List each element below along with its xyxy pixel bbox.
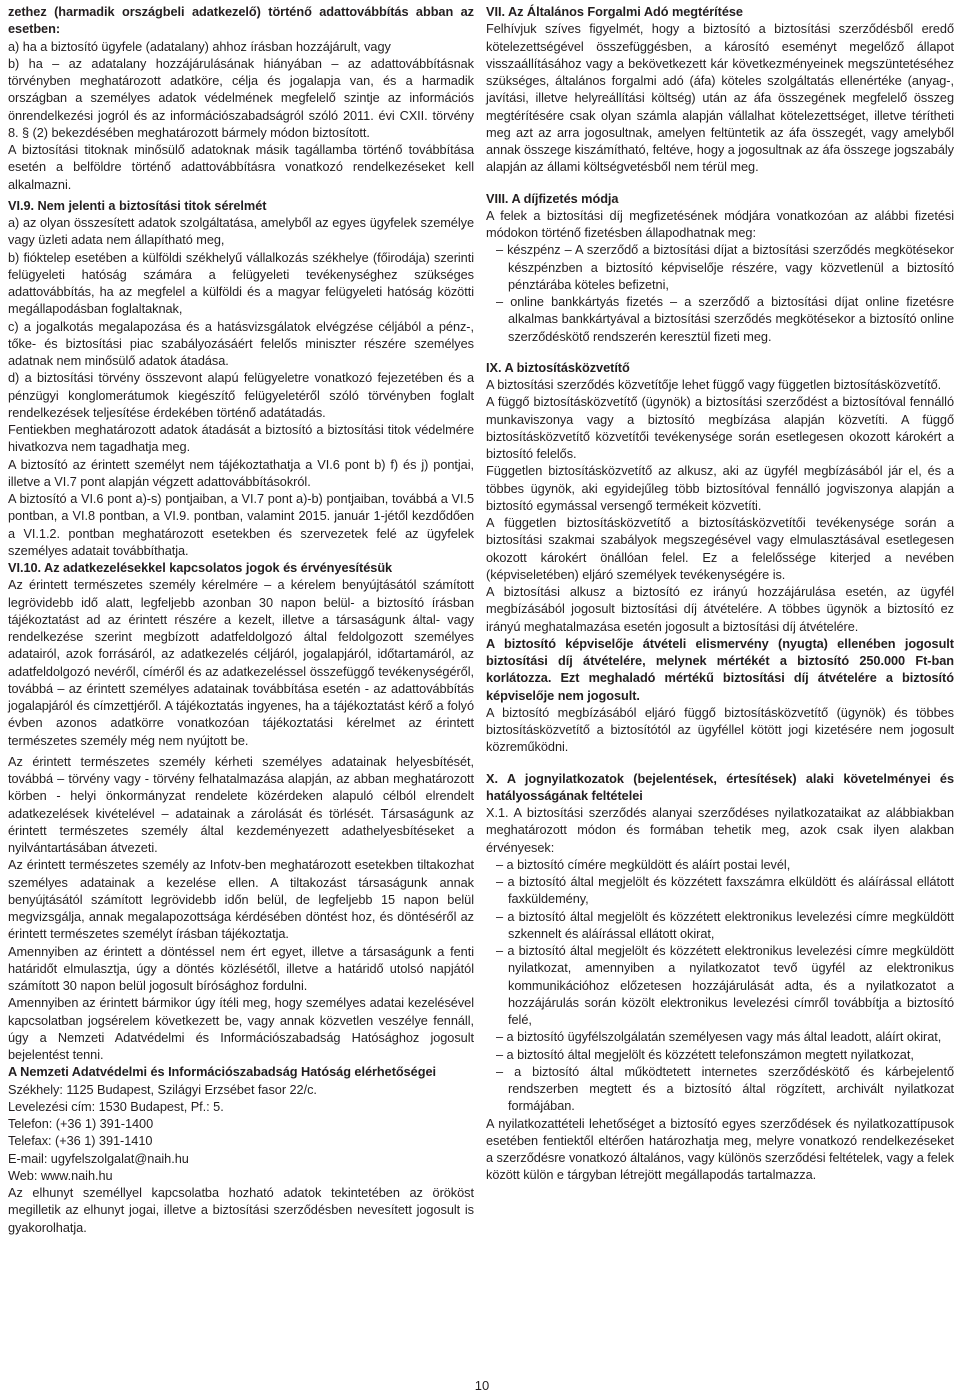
right-column (486, 3, 954, 1184)
paragraph: Telefon: (+36 1) 391-1400 (8, 1116, 154, 1131)
section-heading: IX. A biztosításközvetítő (486, 359, 630, 375)
paragraph: Az érintett természetes személy kérheti személyes adatainak helyesbítését, továbbá – törvény vagy - törvény felhatalmazása alapján, az abban meghatározott körben - helyi önkormányzat rendelete közérdeken alapuló célból elrendelt adatkezelések kivételével – adatainak a zárolását és törlését. Társaságunk az érintett természetes személy által kezdeményezett adathelyesbítéseket a nyilvántartásában átvezeti. (8, 753, 474, 855)
list-item: – a biztosító által működtetett internetes szerződéskötő és kárbejelentő rendszerben megtett és a biztosító által rögzített, archivált nyilatkozat formájában. (496, 1063, 954, 1114)
paragraph: A biztosítási szerződés közvetítője lehet függő vagy független biztosításközvetítő. (486, 377, 942, 392)
section-heading: X. A jognyilatkozatok (bejelentések, értesítések) alaki követelményei és hatályosságának feltételei (486, 770, 954, 803)
paragraph: a) ha a biztosító ügyfele (adatalany) ahhoz írásban hozzájárult, vagy (8, 38, 391, 54)
paragraph-spacer (486, 176, 954, 190)
paragraph: A biztosítási titoknak minősülő adatoknak másik tagállamba történő továbbítása esetén a belföldre történő adattovábbításra vonatkozó rendelkezéseket kell alkalmazni. (8, 142, 474, 192)
section-heading: VI.10. Az adatkezelésekkel kapcsolatos jogok és érvényesítésük (8, 560, 393, 575)
list-item: – online bankkártyás fizetés – a szerződő a biztosítási díjat online fizetésre alkalmas bankkártyával a biztosítási szerződés megkötésekor a biztosító online szerződéskötő rendszerén keresztül fizeti meg. (496, 294, 954, 344)
paragraph-spacer (486, 345, 954, 359)
paragraph: A biztosító a VI.6 pont a)-s) pontjaiban, a VI.7 pont a)-b) pontjaiban, továbbá a VI.5 pontban, a VI.8 pontban, a VI.9. pontban, valamint 2015. január 1-jétől kezdődően a VI.1.2. pontban meghatározott esetekben és szervezetek felé az ügyfelek személyes adatait továbbíthatja. (8, 491, 474, 558)
paragraph: Fentiekben meghatározott adatok átadását a biztosító a biztosítási titok védelmére hivatkozva nem tagadhatja meg. (8, 422, 474, 455)
paragraph: A biztosítási alkusz a biztosító ez irányú hozzájárulása esetén, az ügyfél megbízásából jogosult biztosítási díj átvételére. A többes ügynök a biztosító ez irányú meghatalmazása esetén jogosult a biztosítási díj átvételére. (486, 584, 954, 634)
paragraph: Felhívjuk szíves figyelmét, hogy a biztosító a biztosítási szerződésből eredő kötelezettségével összefüggésben, a károsító eseményt megelőző állapot visszaállításához vagy a bekövetkezett kár következményeinek megszüntetéséhez szükséges, általános forgalmi adó (áfa) köteles szolgáltatás ellenértéke (anyag-, javítási, illetve helyreállítási költség) után az áfa összegének megfelelő összeg megtérítésére csak olyan számla alapján vállalhat kötelezettséget, illetve térítheti meg azt az arra jogosultnak, amelyen feltüntetik az áfa összegét, vagy amelyből annak összege kiszámítható, feltéve, hogy a jogosultnak az áfa összege jogszabály alapján az állami költségvetésből nem térül meg. (486, 21, 954, 175)
section-heading: VI.9. Nem jelenti a biztosítási titok sérelmét (8, 197, 267, 213)
paragraph: d) a biztosítási törvény összevont alapú felügyeletre vonatkozó fejezetében és a pénzügyi konglomerátumok kiegészítő felügyeletéről szóló törvényben foglalt rendelkezések teljesítése érdekében történő adatátadás. (8, 370, 474, 420)
list-item: – a biztosító által megjelölt és közzétett faxszámra elküldött és aláírással ellátott faxküldemény, (496, 874, 954, 907)
section-heading: A biztosító képviselője átvételi elismervény (nyugta) ellenében jogosult biztosítási díj átvételére, melynek mértékét a biztosító 250.000 Ft-ban korlátozza. Ezt meghaladó mértékű biztosítási díj átvételére a biztosító képviselője nem jogosult. (486, 635, 954, 703)
paragraph: b) ha – az adatalany hozzájárulásának hiányában – az adattovábbításnak törvényben meghatározott adatköre, célja és jogalapja van, és a harmadik országban a személyes adatok védelmének megfelelő szintje az információs önrendelkezési jogról és az információszabadságról szóló 2011. évi CXII. törvény 8. § (2) bekezdésében meghatározott bármely módon biztosított. (8, 55, 474, 140)
paragraph: A nyilatkozattételi lehetőséget a biztosító egyes szerződések és nyilatkozattípusok esetében fentiektől eltérően határozhatja meg, melyre vonatkozó rendelkezéseket a szerződésre vonatkozó általános, vagy különös szerződési feltételek, vagy a felek között külön e tárgyban létrejött megállapodás tartalmazza. (486, 1115, 954, 1183)
page-number: 10 (474, 1378, 490, 1393)
paragraph-spacer (486, 756, 954, 770)
paragraph: Az elhunyt személlyel kapcsolatba hozható adatok tekintetében az örököst megilletik az elhunyt jogai, illetve a biztosítási szerződésben nevesített jogosult is gyakorolhatja. (8, 1185, 474, 1235)
list-item: – a biztosító címére megküldött és aláírt postai levél, (496, 856, 791, 872)
list-item: – a biztosító által megjelölt és közzétett telefonszámon megtett nyilatkozat, (496, 1046, 914, 1062)
list-item: – a biztosító által megjelölt és közzétett elektronikus levelezési címre megküldött szkennelt és aláírással ellátott okirat, (496, 908, 954, 941)
paragraph: a) az olyan összesített adatok szolgáltatása, amelyből az egyes ügyfelek személye vagy üzleti adata nem állapítható meg, (8, 215, 474, 248)
paragraph: A felek a biztosítási díj megfizetésének módjára vonatkozóan az alábbi fizetési módokon történő fizetésben állapodhatnak meg: (486, 207, 954, 240)
paragraph: A biztosító megbízásából eljáró függő biztosításközvetítő (ügynök) és többes biztosításközvetítő a biztosítótól az ügyféllel kötött jogi kizetésére nem jogosult közreműködni. (486, 704, 954, 755)
paragraph: X.1. A biztosítási szerződés alanyai szerződéses nyilatkozataikat az alábbiakban meghatározott módon és formában tehetik meg, azok csak ilyen alakban érvényesek: (486, 805, 954, 855)
left-column (8, 3, 474, 1236)
paragraph: Az érintett természetes személy az Infotv-ben meghatározott esetekben tiltakozhat személyes adatainak a kezelése ellen. A tiltakozást társaságunk annak benyújtásától számított legrövidebb időn belül, de legfeljebb 15 napon belül megvizsgálja, annak megalapozottsága kérdésében döntést hoz, és döntéséről az érintett természetes személyt írásban tájékoztatja. (8, 857, 474, 942)
paragraph: c) a jogalkotás megalapozása és a hatásvizsgálatok elvégzése céljából a pénz-, tőke- és biztosítási piac szabályozásáért felelős miniszter részére személyes adatnak nem minősülő adatok átadása. (8, 318, 474, 368)
section-heading: zethez (harmadik országbeli adatkezelő) történő adattovábbítás abban az esetben: (8, 4, 474, 37)
list-item: – a biztosító ügyfélszolgálatán személyesen vagy más által leadott, aláírt okirat, (496, 1029, 942, 1045)
paragraph: A függő biztosításközvetítő (ügynök) a biztosítási szerződést a biztosítóval fennálló munkaviszonya vagy a biztosító megbízása alapján közvetíti. A függő biztosításközvetítő közvetítői tevékenysége során esetlegesen okozott károkért a biztosító felelős. (486, 394, 954, 461)
paragraph: b) fióktelep esetében a külföldi székhelyű vállalkozás székhelye (főirodája) szerinti felügyeleti hatóság számára a felügyeleti tevékenységhez szükséges adattovábbítás, ha az megfelel a külföldi és a magyar felügyeleti hatóság közötti megállapodásban foglaltaknak, (8, 249, 474, 317)
paragraph: A biztosító az érintett személyt nem tájékoztathatja a VI.6 pont b) f) és j) pontjai, illetve a VI.7 pont alapján végzett adattovábbításokról. (8, 456, 474, 489)
paragraph: Székhely: 1125 Budapest, Szilágyi Erzsébet fasor 22/c. (8, 1081, 317, 1097)
list-item: – a biztosító által megjelölt és közzétett elektronikus levelezési címre megküldött nyilatkozat, amennyiben a nyilatkozatot tevő ügyfél az elektronikus kommunikációhoz előzetesen hozzájárulását adta, és a nyilatkozatot a hozzájárulás során közölt elektronikus levelezési címről továbbítja a biztosító felé, (496, 943, 954, 1027)
paragraph: E-mail: ugyfelszolgalat@naih.hu (8, 1150, 189, 1166)
paragraph: Független biztosításközvetítő az alkusz, aki az ügyfél megbízásából jár el, és a többes ügynök, aki egyidejűleg több biztosítóval fennálló jogviszonya alapján a biztosító egymással versengő termékeit közvetíti. (486, 463, 954, 513)
section-heading: A Nemzeti Adatvédelmi és Információszabadság Hatóság elérhetőségei (8, 1064, 436, 1080)
section-heading: VIII. A díjfizetés módja (486, 190, 619, 206)
paragraph: Levelezési cím: 1530 Budapest, Pf.: 5. (8, 1098, 224, 1114)
paragraph: Telefax: (+36 1) 391-1410 (8, 1133, 153, 1149)
paragraph: A független biztosításközvetítő a biztosításközvetítői tevékenysége során a biztosítási szakmai szabályok megszegésével vagy elmulasztásával esetlegesen okozott károkért önállóan felel. Ez a felelőssége kiterjed a nevében (képviseletében) eljáró személyek tevékenységére is. (486, 515, 954, 582)
paragraph: Amennyiben az érintett a döntéssel nem ért egyet, illetve a társaságunk a fenti határidőt elmulasztja, úgy a döntés közlésétől, illetve a határidő utolsó napjától számított 30 napon belül jogosult bírósághoz fordulni. (8, 943, 474, 993)
paragraph: Az érintett természetes személy kérelmére – a kérelem benyújtásától számított legrövidebb idő alatt, legfeljebb azonban 30 napon belül- a biztosító írásban tájékoztatást ad az érintett részére a kezelt, illetve a társaságunk által- vagy rendelkezése szerint megbízott adatfeldolgozó által feldolgozott személyes adatairól, azok forrásáról, az adatkezelés céljáról, jogalapjáról, időtartamáról, az adatfeldolgozó nevéről, címéről és az adatkezeléssel összefüggő tevékenységéről, továbbá – az érintett személyes adatainak továbbítása esetén - az adattovábbítás jogalapjáról és címzettjéről. A tájékoztatás ingyenes, ha a tájékoztatást kérő a folyó évben azonos adatkörre vonatkozóan tájékoztatási kérelmet az érintett természetes személy még nem nyújtott be. (8, 577, 474, 748)
paragraph: Web: www.naih.hu (8, 1167, 113, 1183)
section-heading: VII. Az Általános Forgalmi Adó megtérítése (486, 4, 743, 19)
list-item: – készpénz – A szerződő a biztosítási díjat a biztosítási szerződés megkötésekor készpénzben a biztosító képviselője részére, vagy közvetlenül a biztosító pénztárába köteles befizetni, (496, 242, 954, 292)
paragraph: Amennyiben az érintett bármikor úgy ítéli meg, hogy személyes adatai kezelésével kapcsolatban jogsérelem következett be, vagy annak közvetlen veszélye fennáll, úgy a Nemzeti Adatvédelmi és Információszabadság Hatósághoz jogosult bejelentést tenni. (8, 995, 474, 1062)
